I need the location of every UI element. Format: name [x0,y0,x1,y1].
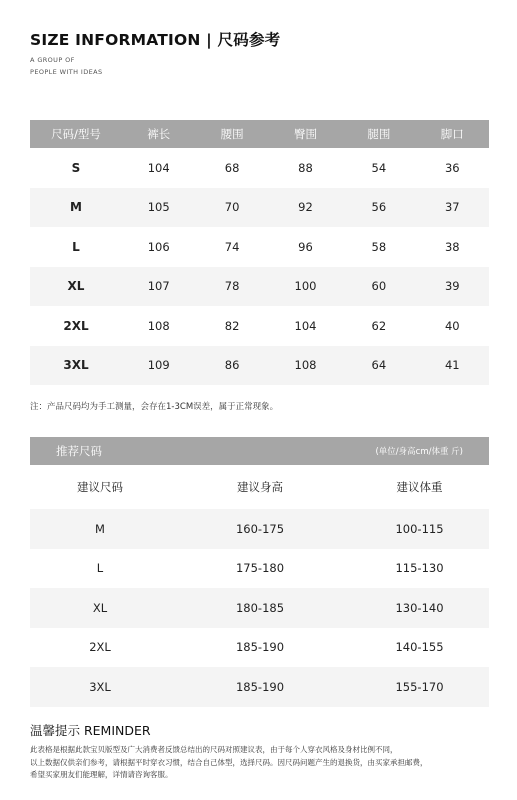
height-cell: 175-180 [235,561,285,576]
header-cell: 裤长 [147,127,171,141]
table-cell: 41 [444,358,460,373]
size-cell: M [70,200,82,215]
measurement-note: 注：产品尺码均为手工测量，会存在1-3CM误差，属于正常现象。 [30,402,279,412]
reminder-line: 以上数据仅供亲们参考，请根据平时穿衣习惯，结合自己体型，选择尺码。因尺码问题产生的退换货，由买家承担邮费， [30,757,428,767]
table-row [30,628,489,668]
height-cell: 160-175 [235,521,285,536]
table-cell: 38 [444,239,460,254]
table-cell: 107 [147,279,170,294]
recommend-unit: (单位/身高cm/体重 斤) [375,447,463,457]
table-cell: 92 [298,200,313,215]
table-cell: 40 [444,318,460,333]
size-cell: L [96,561,104,576]
weight-cell: 100-115 [395,521,444,536]
recommend-column-headers [30,465,489,509]
header-cell: 腿围 [367,127,391,141]
table-row [30,346,489,386]
table-cell: 104 [147,160,170,175]
recommend-title: 推荐尺码 [56,444,102,458]
table-cell: 86 [224,358,240,373]
table-cell: 104 [294,318,317,333]
size-cell: XL [67,279,85,294]
subtitle-line-1: A GROUP OF [30,56,75,64]
table-cell: 58 [371,239,387,254]
table-cell: 37 [444,200,460,215]
recommend-header [30,437,489,465]
table-cell: 105 [147,200,170,215]
size-cell: S [71,160,81,175]
table-cell: 109 [147,358,170,373]
table-cell: 39 [444,279,460,294]
reminder-line: 希望买家朋友们能理解，详情请咨询客服。 [30,770,173,779]
subtitle-line-2: PEOPLE WITH IDEAS [30,68,103,76]
weight-cell: 155-170 [395,679,444,694]
table-cell: 60 [371,279,387,294]
table-cell: 70 [224,200,240,215]
size-cell: XL [92,600,108,615]
size-cell: 3XL [63,358,89,373]
size-cell: 3XL [89,679,111,694]
header-cell: 建议体重 [396,480,443,494]
table-row [30,509,489,549]
weight-cell: 115-130 [395,561,444,576]
reminder-text [30,744,490,782]
height-cell: 185-190 [235,679,285,694]
table-cell: 96 [298,239,313,254]
table-row [30,588,489,628]
table-row [30,549,489,589]
table-cell: 100 [294,279,317,294]
table-cell: 106 [147,239,170,254]
table-cell: 82 [224,318,240,333]
table-cell: 108 [294,358,317,373]
table-row [30,148,489,188]
table-cell: 68 [224,160,240,175]
height-cell: 180-185 [235,600,285,615]
table-row [30,267,489,307]
header-cell: 尺码/型号 [51,127,101,141]
table-cell: 62 [371,318,387,333]
table-cell: 64 [371,358,387,373]
header-cell: 建议身高 [237,480,283,494]
header-cell: 臀围 [293,127,317,141]
table-cell: 36 [444,160,460,175]
size-table-header [30,120,489,148]
table-row [30,227,489,267]
recommend-table [30,437,489,707]
table-cell: 88 [298,160,313,175]
table-cell: 54 [371,160,387,175]
page-title: SIZE INFORMATION | 尺码参考 [30,31,281,49]
size-table [30,120,489,385]
size-cell: M [95,521,105,536]
header-cell: 腰围 [220,127,244,141]
table-row [30,667,489,707]
height-cell: 185-190 [235,640,285,655]
header-cell: 建议尺码 [77,480,123,494]
weight-cell: 140-155 [395,640,444,655]
header-cell: 脚口 [440,127,464,141]
size-cell: 2XL [63,318,89,333]
table-row [30,188,489,228]
size-cell: 2XL [89,640,111,655]
weight-cell: 130-140 [395,600,444,615]
table-cell: 56 [371,200,387,215]
reminder-line: 此表格是根据此款宝贝版型及广大消费者反馈总结出的尺码对照建议表，由于每个人穿衣风格及身材比例不同， [30,745,398,754]
table-cell: 78 [224,279,240,294]
size-cell: L [72,239,80,254]
table-cell: 74 [224,239,240,254]
table-row [30,306,489,346]
reminder-title: 温馨提示 REMINDER [30,723,151,738]
table-cell: 108 [147,318,170,333]
